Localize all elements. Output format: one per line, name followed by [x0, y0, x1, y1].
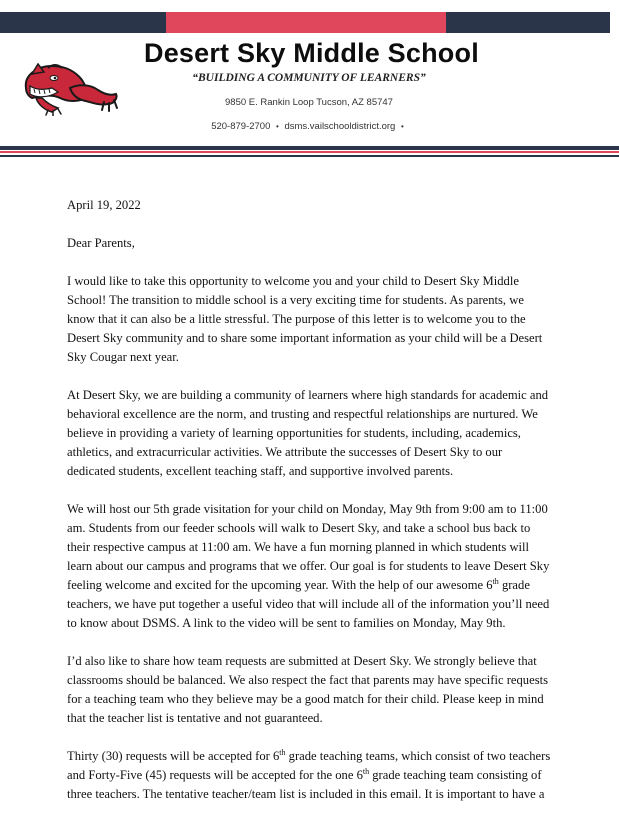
top-color-bars	[0, 12, 619, 33]
school-motto: “BUILDING A COMMUNITY OF LEARNERS”	[192, 72, 426, 84]
letter-body	[67, 196, 553, 823]
header-divider-navy	[0, 146, 619, 150]
ordinal-suffix: th	[279, 747, 286, 757]
bullet-separator: •	[276, 122, 279, 131]
limits-text-part-3: grade teaching team consisting of three teachers. The tentative teacher/team list is included in this email. It is important to have a	[67, 768, 545, 801]
ordinal-suffix: th	[492, 576, 499, 586]
paragraph-welcome: I would like to take this opportunity to welcome you and your child to Desert Sky Middle School! The transition to middle school is a very exciting time for students. As parents, we know that it can also be a little stressful. The purpose of this letter is to welcome you to the Desert Sky community and to share some important information as your child will be a Desert Sky Cougar next year.	[67, 274, 543, 364]
cougar-mascot-logo	[18, 58, 124, 116]
limits-text-part-2: grade teaching teams, which consist of two teachers and Forty-Five (45) requests will be accepted for the one 6	[67, 749, 551, 782]
school-name: Desert Sky Middle School	[144, 38, 479, 68]
paragraph-team-requests: I’d also like to share how team requests are submitted at Desert Sky. We strongly believe that classrooms should be balanced. We also respect the fact that parents may have specific requests for a teaching team who they believe may be a good match for their child. Please keep in mind that the teacher list is tentative and not guaranteed.	[67, 654, 548, 725]
top-bar-navy-right	[446, 12, 610, 33]
paragraph-community: At Desert Sky, we are building a community of learners where high standards for academic and behavioral excellence are the norm, and trusting and respectful relationships are nurtured. We believe in providing a variety of learning opportunities for students, including, academics, athletics, and extracurricular activities. We attribute the successes of Desert Sky to our dedicated students, excellent teaching staff, and supportive involved parents.	[67, 388, 549, 478]
school-address: 9850 E. Rankin Loop Tucson, AZ 85747	[225, 97, 393, 108]
header-divider-navy-thin	[0, 155, 619, 157]
letter-date: April 19, 2022	[67, 198, 141, 212]
letter-salutation: Dear Parents,	[67, 236, 135, 250]
school-phone: 520-879-2700	[211, 121, 271, 132]
visitation-text-part-1: We will host our 5th grade visitation for your child on Monday, May 9th from 9:00 am to 11:00 am. Students from our feeder schools will walk to Desert Sky, and take a school bus back to their respective campus at 11:00 am. We have a fun morning planned in which students will learn about our campus and programs that we offer. Our goal is for students to leave Desert Sky feeling welcome and excited for the upcoming year. With the help of our awesome 6	[67, 502, 550, 592]
top-bar-navy-left	[0, 12, 166, 33]
paragraph-visitation	[67, 500, 553, 633]
paragraph-request-limits	[67, 747, 553, 804]
contact-line	[144, 121, 474, 132]
visitation-text-part-2: grade teachers, we have put together a useful video that will include all of the information you’ll need to know about DSMS. A link to the video will be sent to families on Monday, May 9th.	[67, 578, 550, 630]
school-website: dsms.vailschooldistrict.org	[284, 121, 396, 132]
header-divider-red	[0, 151, 619, 153]
top-bar-red-center	[166, 12, 446, 33]
ordinal-suffix: th	[362, 766, 370, 776]
bullet-separator: •	[400, 122, 404, 131]
limits-text-part-1: Thirty (30) requests will be accepted for 6	[67, 749, 280, 763]
